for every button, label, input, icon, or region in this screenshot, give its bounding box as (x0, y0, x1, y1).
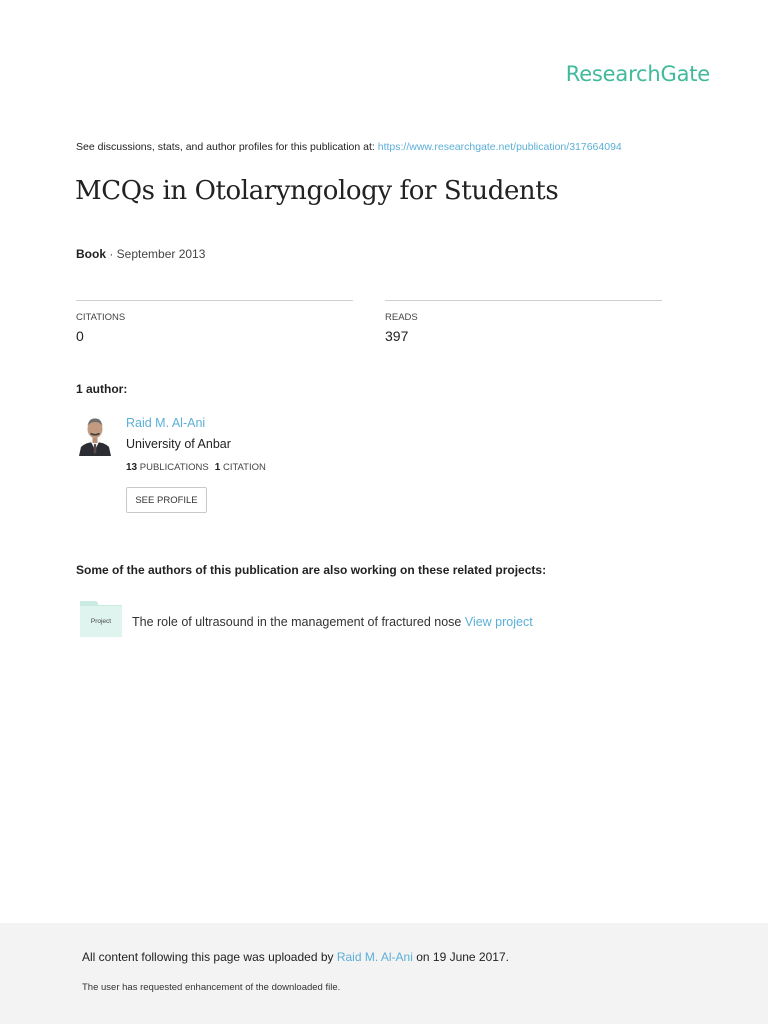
upload-notice (82, 950, 509, 964)
view-project-link[interactable]: View project (464, 615, 533, 629)
citations-label: CITATIONS (76, 312, 126, 323)
citations-stat (76, 300, 353, 344)
reads-label: READS (385, 312, 418, 323)
folder-body (80, 605, 122, 637)
author-citations-label: CITATION (222, 462, 266, 473)
uploader-link[interactable]: Raid M. Al-Ani (336, 950, 413, 964)
author-publications-count: 13 (126, 462, 138, 473)
reads-value: 397 (385, 328, 409, 344)
related-projects-heading: Some of the authors of this publication are also working on these related projects: (76, 563, 547, 577)
author-citations-count: 1 (214, 462, 221, 473)
author-institution: University of Anbar (126, 437, 231, 451)
discussion-notice (76, 141, 622, 153)
project-item (132, 615, 533, 629)
upload-prefix: All content following this page was uploaded by (82, 950, 337, 964)
request-note: The user has requested enhancement of the downloaded file. (82, 982, 341, 993)
publication-url-link[interactable]: https://www.researchgate.net/publication/317664094 (377, 141, 622, 153)
footer (0, 923, 768, 1024)
reads-stat (385, 300, 662, 344)
author-publications-label: PUBLICATIONS (139, 462, 209, 473)
publication-date: · September 2013 (106, 247, 206, 261)
publication-meta (76, 247, 205, 261)
discussion-text: See discussions, stats, and author profiles for this publication at: (76, 141, 378, 153)
see-profile-button[interactable]: SEE PROFILE (126, 487, 207, 513)
folder-label: Project (90, 618, 112, 625)
authors-count: 1 author: (76, 382, 128, 396)
author-photo-icon (78, 414, 112, 456)
citations-value: 0 (76, 328, 84, 344)
project-title: The role of ultrasound in the management of fractured nose (132, 615, 465, 629)
project-folder-icon[interactable] (80, 601, 122, 637)
publication-type: Book (76, 247, 106, 261)
researchgate-logo[interactable]: ResearchGate (565, 62, 710, 86)
author-name-link[interactable]: Raid M. Al-Ani (126, 416, 206, 430)
author-avatar[interactable] (78, 414, 112, 456)
upload-suffix: on 19 June 2017. (412, 950, 509, 964)
author-stats (126, 462, 266, 473)
publication-title: MCQs in Otolaryngology for Students (75, 176, 559, 206)
